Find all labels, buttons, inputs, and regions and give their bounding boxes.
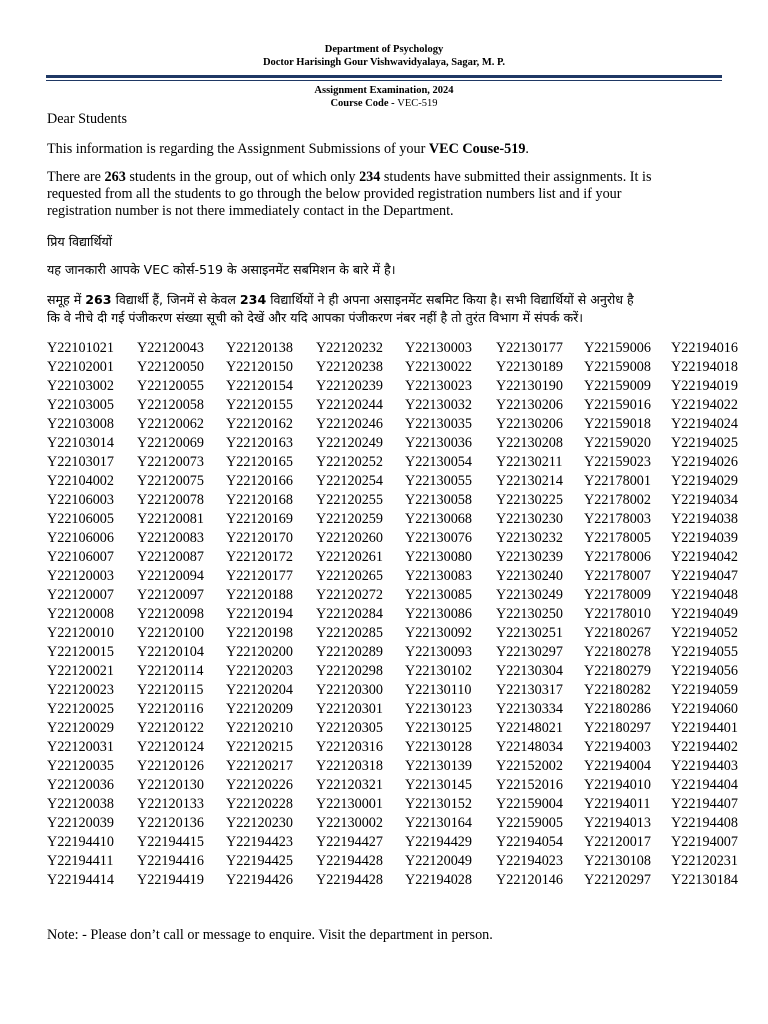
registration-number: Y22194024 (671, 416, 738, 432)
registration-number: Y22194414 (47, 872, 114, 888)
registration-number: Y22130225 (496, 492, 563, 508)
note: Note: - Please don’t call or message to enquire. Visit the department in person. (47, 927, 493, 943)
registration-number: Y22130251 (496, 625, 563, 641)
registration-row (0, 396, 768, 415)
registration-row (0, 643, 768, 662)
registration-number: Y22120246 (316, 416, 383, 432)
registration-number: Y22120021 (47, 663, 114, 679)
registration-number: Y22106005 (47, 511, 114, 527)
registration-number: Y22194010 (584, 777, 651, 793)
registration-number: Y22120055 (137, 378, 204, 394)
registration-number: Y22159009 (584, 378, 651, 394)
registration-number: Y22120008 (47, 606, 114, 622)
registration-number: Y22120239 (316, 378, 383, 394)
registration-number: Y22180297 (584, 720, 651, 736)
registration-number: Y22194007 (671, 834, 738, 850)
registration-number: Y22180267 (584, 625, 651, 641)
registration-number: Y22130003 (405, 340, 472, 356)
registration-number: Y22120177 (226, 568, 293, 584)
registration-number: Y22120203 (226, 663, 293, 679)
registration-number: Y22194429 (405, 834, 472, 850)
registration-number: Y22120058 (137, 397, 204, 413)
registration-number: Y22120254 (316, 473, 383, 489)
registration-number: Y22120136 (137, 815, 204, 831)
registration-number: Y22130076 (405, 530, 472, 546)
registration-number: Y22130249 (496, 587, 563, 603)
registration-number: Y22180286 (584, 701, 651, 717)
registration-number: Y22120300 (316, 682, 383, 698)
registration-number: Y22194004 (584, 758, 651, 774)
registration-number: Y22130093 (405, 644, 472, 660)
registration-number: Y22130177 (496, 340, 563, 356)
registration-number: Y22159020 (584, 435, 651, 451)
registration-number: Y22130250 (496, 606, 563, 622)
registration-number: Y22120194 (226, 606, 293, 622)
intro-course: VEC Couse-519 (428, 141, 526, 157)
registration-number: Y22120133 (137, 796, 204, 812)
registration-number: Y22120285 (316, 625, 383, 641)
registration-number: Y22130023 (405, 378, 472, 394)
registration-number: Y22159023 (584, 454, 651, 470)
registration-number: Y22194056 (671, 663, 738, 679)
registration-row (0, 852, 768, 871)
registration-number: Y22194427 (316, 834, 383, 850)
registration-number: Y22130085 (405, 587, 472, 603)
registration-row (0, 472, 768, 491)
registration-number: Y22120198 (226, 625, 293, 641)
registration-number: Y22194407 (671, 796, 738, 812)
registration-number: Y22194401 (671, 720, 738, 736)
registration-number: Y22178002 (584, 492, 651, 508)
registration-number: Y22130297 (496, 644, 563, 660)
registration-number: Y22194013 (584, 815, 651, 831)
registration-number: Y22178007 (584, 568, 651, 584)
registration-number: Y22178009 (584, 587, 651, 603)
registration-number: Y22159008 (584, 359, 651, 375)
registration-row (0, 453, 768, 472)
registration-number: Y22194408 (671, 815, 738, 831)
registration-number: Y22194047 (671, 568, 738, 584)
registration-number: Y22120043 (137, 340, 204, 356)
registration-number: Y22120122 (137, 720, 204, 736)
total-students: 263 (104, 169, 126, 185)
registration-number: Y22130086 (405, 606, 472, 622)
registration-number: Y22120104 (137, 644, 204, 660)
hindi-intro: यह जानकारी आपके VEC कोर्स-519 के असाइनमेंट सबमिशन के बारे में है। (47, 262, 396, 277)
registration-number: Y22120162 (226, 416, 293, 432)
registration-number: Y22194419 (137, 872, 204, 888)
registration-number: Y22178006 (584, 549, 651, 565)
registration-number: Y22130125 (405, 720, 472, 736)
registration-row (0, 757, 768, 776)
hindi-count-line2: कि वे नीचे दी गई पंजीकरण संख्या सूची को देखें और यदि आपका पंजीकरण नंबर नहीं है तो तुरंत विभाग में संपर्क करें। (47, 310, 584, 325)
registration-number: Y22178005 (584, 530, 651, 546)
hindi-count-p1: समूह में (47, 292, 86, 307)
registration-number: Y22130304 (496, 663, 563, 679)
registration-number: Y22130208 (496, 435, 563, 451)
hindi-submitted-students: 234 (239, 292, 267, 307)
registration-number: Y22120155 (226, 397, 293, 413)
registration-number: Y22120231 (671, 853, 738, 869)
registration-number: Y22120114 (137, 663, 204, 679)
registration-number: Y22194042 (671, 549, 738, 565)
registration-number: Y22120075 (137, 473, 204, 489)
registration-number: Y22120252 (316, 454, 383, 470)
registration-number: Y22130206 (496, 416, 563, 432)
registration-number: Y22130001 (316, 796, 383, 812)
registration-number: Y22148034 (496, 739, 563, 755)
registration-number: Y22106007 (47, 549, 114, 565)
registration-number: Y22130055 (405, 473, 472, 489)
registration-number: Y22130036 (405, 435, 472, 451)
intro-pre: This information is regarding the Assignment Submissions of your (47, 141, 429, 157)
registration-number: Y22120138 (226, 340, 293, 356)
registration-number: Y22120078 (137, 492, 204, 508)
registration-row (0, 567, 768, 586)
course-code-value: VEC-519 (397, 98, 438, 109)
registration-number: Y22194054 (496, 834, 563, 850)
registration-number: Y22120188 (226, 587, 293, 603)
registration-row (0, 491, 768, 510)
registration-number: Y22120305 (316, 720, 383, 736)
registration-number: Y22130189 (496, 359, 563, 375)
registration-number: Y22120126 (137, 758, 204, 774)
registration-number: Y22120284 (316, 606, 383, 622)
registration-number: Y22178001 (584, 473, 651, 489)
registration-number: Y22120259 (316, 511, 383, 527)
hindi-count-p2: विद्यार्थी हैं, जिनमें से केवल (111, 292, 240, 307)
hindi-total-students: 263 (85, 292, 112, 307)
registration-number: Y22120130 (137, 777, 204, 793)
registration-number: Y22180282 (584, 682, 651, 698)
registration-row (0, 605, 768, 624)
registration-number: Y22130110 (405, 682, 472, 698)
registration-number: Y22194003 (584, 739, 651, 755)
registration-number: Y22194029 (671, 473, 738, 489)
registration-row (0, 586, 768, 605)
registration-number: Y22120154 (226, 378, 293, 394)
registration-number: Y22178003 (584, 511, 651, 527)
registration-number: Y22120210 (226, 720, 293, 736)
registration-number: Y22159004 (496, 796, 563, 812)
registration-number: Y22194060 (671, 701, 738, 717)
hindi-salutation: प्रिय विद्यार्थियों (47, 234, 113, 249)
registration-number: Y22120244 (316, 397, 383, 413)
registration-number: Y22159016 (584, 397, 651, 413)
registration-row (0, 662, 768, 681)
registration-number: Y22120036 (47, 777, 114, 793)
registration-number: Y22120049 (405, 853, 472, 869)
registration-number: Y22120124 (137, 739, 204, 755)
registration-number: Y22120318 (316, 758, 383, 774)
registration-number: Y22194415 (137, 834, 204, 850)
registration-number: Y22194402 (671, 739, 738, 755)
registration-number: Y22194410 (47, 834, 114, 850)
registration-number: Y22106006 (47, 530, 114, 546)
registration-number: Y22120200 (226, 644, 293, 660)
hindi-count-line1 (47, 291, 727, 309)
english-count-line3: registration number is not there immediately contact in the Department. (47, 203, 454, 219)
registration-number: Y22120204 (226, 682, 293, 698)
registration-number: Y22120168 (226, 492, 293, 508)
registration-number: Y22120316 (316, 739, 383, 755)
registration-number: Y22120010 (47, 625, 114, 641)
exam-title: Assignment Examination, 2024 (314, 85, 454, 96)
registration-number: Y22120272 (316, 587, 383, 603)
registration-number: Y22194038 (671, 511, 738, 527)
registration-number: Y22194403 (671, 758, 738, 774)
registration-row (0, 358, 768, 377)
english-intro (47, 141, 727, 158)
department-title: Department of Psychology (324, 44, 444, 55)
registration-number: Y22130145 (405, 777, 472, 793)
registration-row (0, 529, 768, 548)
registration-number: Y22120146 (496, 872, 563, 888)
header-rule-thick (46, 75, 722, 78)
registration-row (0, 510, 768, 529)
registration-number: Y22159005 (496, 815, 563, 831)
registration-number: Y22120038 (47, 796, 114, 812)
registration-number: Y22130184 (671, 872, 738, 888)
registration-number: Y22120150 (226, 359, 293, 375)
registration-row (0, 833, 768, 852)
registration-number: Y22194049 (671, 606, 738, 622)
registration-number: Y22103008 (47, 416, 114, 432)
registration-number: Y22130232 (496, 530, 563, 546)
registration-number: Y22194059 (671, 682, 738, 698)
header-rule-thin (46, 80, 722, 81)
course-code-label: Course Code - (330, 98, 398, 109)
registration-number: Y22120115 (137, 682, 204, 698)
registration-row (0, 548, 768, 567)
registration-number: Y22130152 (405, 796, 472, 812)
registration-number: Y22130206 (496, 397, 563, 413)
registration-number: Y22180278 (584, 644, 651, 660)
registration-number: Y22194428 (316, 872, 383, 888)
registration-row (0, 795, 768, 814)
registration-number: Y22120260 (316, 530, 383, 546)
registration-number: Y22120081 (137, 511, 204, 527)
registration-number: Y22120007 (47, 587, 114, 603)
registration-number: Y22120265 (316, 568, 383, 584)
registration-number: Y22130164 (405, 815, 472, 831)
registration-number: Y22106003 (47, 492, 114, 508)
registration-number: Y22130239 (496, 549, 563, 565)
registration-number: Y22194428 (316, 853, 383, 869)
registration-number: Y22130317 (496, 682, 563, 698)
registration-number: Y22130240 (496, 568, 563, 584)
registration-number: Y22120050 (137, 359, 204, 375)
registration-row (0, 415, 768, 434)
registration-number: Y22194019 (671, 378, 738, 394)
registration-number: Y22120169 (226, 511, 293, 527)
registration-row (0, 434, 768, 453)
registration-row (0, 738, 768, 757)
registration-number: Y22130211 (496, 454, 563, 470)
registration-number: Y22130035 (405, 416, 472, 432)
registration-row (0, 377, 768, 396)
registration-number: Y22120289 (316, 644, 383, 660)
registration-number: Y22120298 (316, 663, 383, 679)
registration-number: Y22120166 (226, 473, 293, 489)
registration-number: Y22120230 (226, 815, 293, 831)
registration-number: Y22178010 (584, 606, 651, 622)
course-code-line (0, 97, 768, 110)
registration-number: Y22120172 (226, 549, 293, 565)
registration-number: Y22120255 (316, 492, 383, 508)
registration-number: Y22103005 (47, 397, 114, 413)
registration-number: Y22194034 (671, 492, 738, 508)
registration-number: Y22103017 (47, 454, 114, 470)
registration-number: Y22120083 (137, 530, 204, 546)
registration-number: Y22194426 (226, 872, 293, 888)
registration-row (0, 719, 768, 738)
registration-number: Y22194018 (671, 359, 738, 375)
registration-number: Y22152016 (496, 777, 563, 793)
registration-number: Y22120017 (584, 834, 651, 850)
registration-number: Y22130022 (405, 359, 472, 375)
submitted-students: 234 (359, 169, 381, 185)
registration-number: Y22130139 (405, 758, 472, 774)
registration-number: Y22120003 (47, 568, 114, 584)
count-p2: students in the group, out of which only (125, 169, 360, 185)
registration-number: Y22194016 (671, 340, 738, 356)
intro-post: . (525, 141, 529, 157)
registration-number: Y22194052 (671, 625, 738, 641)
hindi-count-line1-end: विद्यार्थियों ने ही अपना असाइनमेंट सबमिट किया है। सभी विद्यार्थियों से अनुरोध है (266, 292, 634, 307)
registration-number: Y22120238 (316, 359, 383, 375)
registration-number: Y22120321 (316, 777, 383, 793)
registration-number: Y22194011 (584, 796, 651, 812)
registration-number: Y22159006 (584, 340, 651, 356)
registration-number: Y22159018 (584, 416, 651, 432)
registration-number: Y22120039 (47, 815, 114, 831)
registration-number: Y22130054 (405, 454, 472, 470)
registration-number: Y22130058 (405, 492, 472, 508)
registration-number: Y22130068 (405, 511, 472, 527)
registration-number: Y22103014 (47, 435, 114, 451)
registration-number: Y22130128 (405, 739, 472, 755)
registration-number: Y22120062 (137, 416, 204, 432)
registration-number: Y22194425 (226, 853, 293, 869)
registration-row (0, 339, 768, 358)
registration-number: Y22120094 (137, 568, 204, 584)
registration-number: Y22120015 (47, 644, 114, 660)
registration-number: Y22101021 (47, 340, 114, 356)
english-count-line1 (47, 169, 727, 186)
registration-number: Y22152002 (496, 758, 563, 774)
registration-number: Y22194022 (671, 397, 738, 413)
registration-number: Y22102001 (47, 359, 114, 375)
registration-number: Y22130190 (496, 378, 563, 394)
registration-number: Y22120261 (316, 549, 383, 565)
registration-number: Y22130080 (405, 549, 472, 565)
registration-row (0, 814, 768, 833)
registration-number: Y22194416 (137, 853, 204, 869)
registration-number: Y22130002 (316, 815, 383, 831)
registration-number: Y22120073 (137, 454, 204, 470)
registration-number: Y22194023 (496, 853, 563, 869)
registration-number: Y22120031 (47, 739, 114, 755)
registration-number: Y22148021 (496, 720, 563, 736)
english-count-paragraph (47, 169, 727, 220)
english-salutation: Dear Students (47, 111, 127, 127)
count-line1-end: students have submitted their assignments. It is (380, 169, 652, 185)
registration-number: Y22194423 (226, 834, 293, 850)
registration-number: Y22120025 (47, 701, 114, 717)
registration-number: Y22194039 (671, 530, 738, 546)
registration-number: Y22120163 (226, 435, 293, 451)
registration-number: Y22130083 (405, 568, 472, 584)
registration-number: Y22120116 (137, 701, 204, 717)
registration-number: Y22130108 (584, 853, 651, 869)
registration-number: Y22120098 (137, 606, 204, 622)
registration-number: Y22120023 (47, 682, 114, 698)
hindi-count-paragraph (47, 291, 727, 327)
registration-number: Y22120297 (584, 872, 651, 888)
registration-number: Y22194411 (47, 853, 114, 869)
registration-number: Y22194055 (671, 644, 738, 660)
registration-number: Y22120217 (226, 758, 293, 774)
registration-number: Y22130230 (496, 511, 563, 527)
registration-number: Y22120029 (47, 720, 114, 736)
registration-number: Y22120100 (137, 625, 204, 641)
registration-number: Y22130123 (405, 701, 472, 717)
registration-number: Y22103002 (47, 378, 114, 394)
registration-number: Y22194026 (671, 454, 738, 470)
registration-row (0, 776, 768, 795)
registration-number: Y22130334 (496, 701, 563, 717)
registration-number: Y22120228 (226, 796, 293, 812)
registration-row (0, 624, 768, 643)
registration-number: Y22120215 (226, 739, 293, 755)
registration-number: Y22120249 (316, 435, 383, 451)
registration-number: Y22120226 (226, 777, 293, 793)
registration-number: Y22120232 (316, 340, 383, 356)
registration-number: Y22194048 (671, 587, 738, 603)
registration-number: Y22120069 (137, 435, 204, 451)
registration-number: Y22130102 (405, 663, 472, 679)
registration-row (0, 700, 768, 719)
english-count-line2: requested from all the students to go through the below provided registration numbers list and if your (47, 186, 622, 202)
registration-number: Y22120035 (47, 758, 114, 774)
registration-row (0, 871, 768, 890)
registration-number: Y22104002 (47, 473, 114, 489)
university-name: Doctor Harisingh Gour Vishwavidyalaya, Sagar, M. P. (262, 57, 506, 68)
registration-number: Y22120087 (137, 549, 204, 565)
registration-number: Y22194404 (671, 777, 738, 793)
registration-number: Y22194028 (405, 872, 472, 888)
registration-number: Y22120165 (226, 454, 293, 470)
registration-number: Y22194025 (671, 435, 738, 451)
registration-number: Y22130092 (405, 625, 472, 641)
registration-number: Y22130032 (405, 397, 472, 413)
registration-row (0, 681, 768, 700)
count-p1: There are (47, 169, 105, 185)
registration-number: Y22120209 (226, 701, 293, 717)
registration-number: Y22130214 (496, 473, 563, 489)
registration-number: Y22120301 (316, 701, 383, 717)
registration-number: Y22120170 (226, 530, 293, 546)
registration-number: Y22180279 (584, 663, 651, 679)
registration-number: Y22120097 (137, 587, 204, 603)
